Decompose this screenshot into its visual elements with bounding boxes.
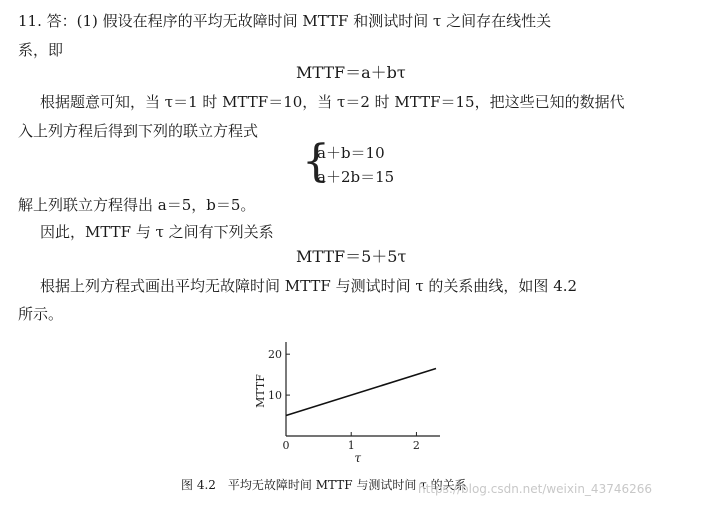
paragraph-line-6: 因此，MTTF 与 τ 之间有下列关系	[40, 223, 274, 241]
paragraph-line-2: 系，即	[18, 41, 64, 59]
paragraph-line-8: 所示。	[18, 305, 64, 323]
paragraph-line-7: 根据上列方程式画出平均无故障时间 MTTF 与测试时间 τ 的关系曲线，如图 4.2	[40, 277, 578, 295]
paragraph-line-5: 解上列联立方程得出 a＝5，b＝5。	[18, 196, 256, 214]
y-tick-label-1: 20	[268, 348, 282, 362]
x-tick-label-1: 1	[347, 439, 355, 452]
series-line-0	[286, 369, 436, 416]
equation-mttf-result: MTTF＝5＋5τ	[296, 247, 407, 266]
y-axis-label: MTTF	[254, 374, 267, 408]
x-tick-label-0: 0	[282, 439, 290, 452]
paragraph-line-1: 11. 答：(1) 假设在程序的平均无故障时间 MTTF 和测试时间 τ 之间存在线性关	[18, 12, 552, 30]
figure-4-2-chart	[240, 336, 450, 466]
system-equation-1: a＋b＝10	[317, 144, 385, 162]
watermark-text: https://blog.csdn.net/weixin_43746266	[418, 482, 653, 496]
paragraph-line-4: 入上列方程后得到下列的联立方程式	[18, 122, 259, 140]
system-brace: {	[302, 136, 330, 187]
x-axis-label: τ	[354, 451, 362, 465]
chart-plot-area	[254, 342, 440, 465]
equation-mttf-linear: MTTF＝a＋bτ	[296, 63, 406, 82]
figure-caption: 图 4.2 平均无故障时间 MTTF 与测试时间 τ 的关系	[181, 478, 467, 492]
paragraph-line-3: 根据题意可知，当 τ＝1 时 MTTF＝10，当 τ＝2 时 MTTF＝15，把这些已知的数据代	[40, 93, 625, 111]
system-equation-2: a＋2b＝15	[317, 168, 395, 186]
y-tick-label-0: 10	[268, 389, 282, 403]
x-tick-label-2: 2	[412, 439, 420, 452]
